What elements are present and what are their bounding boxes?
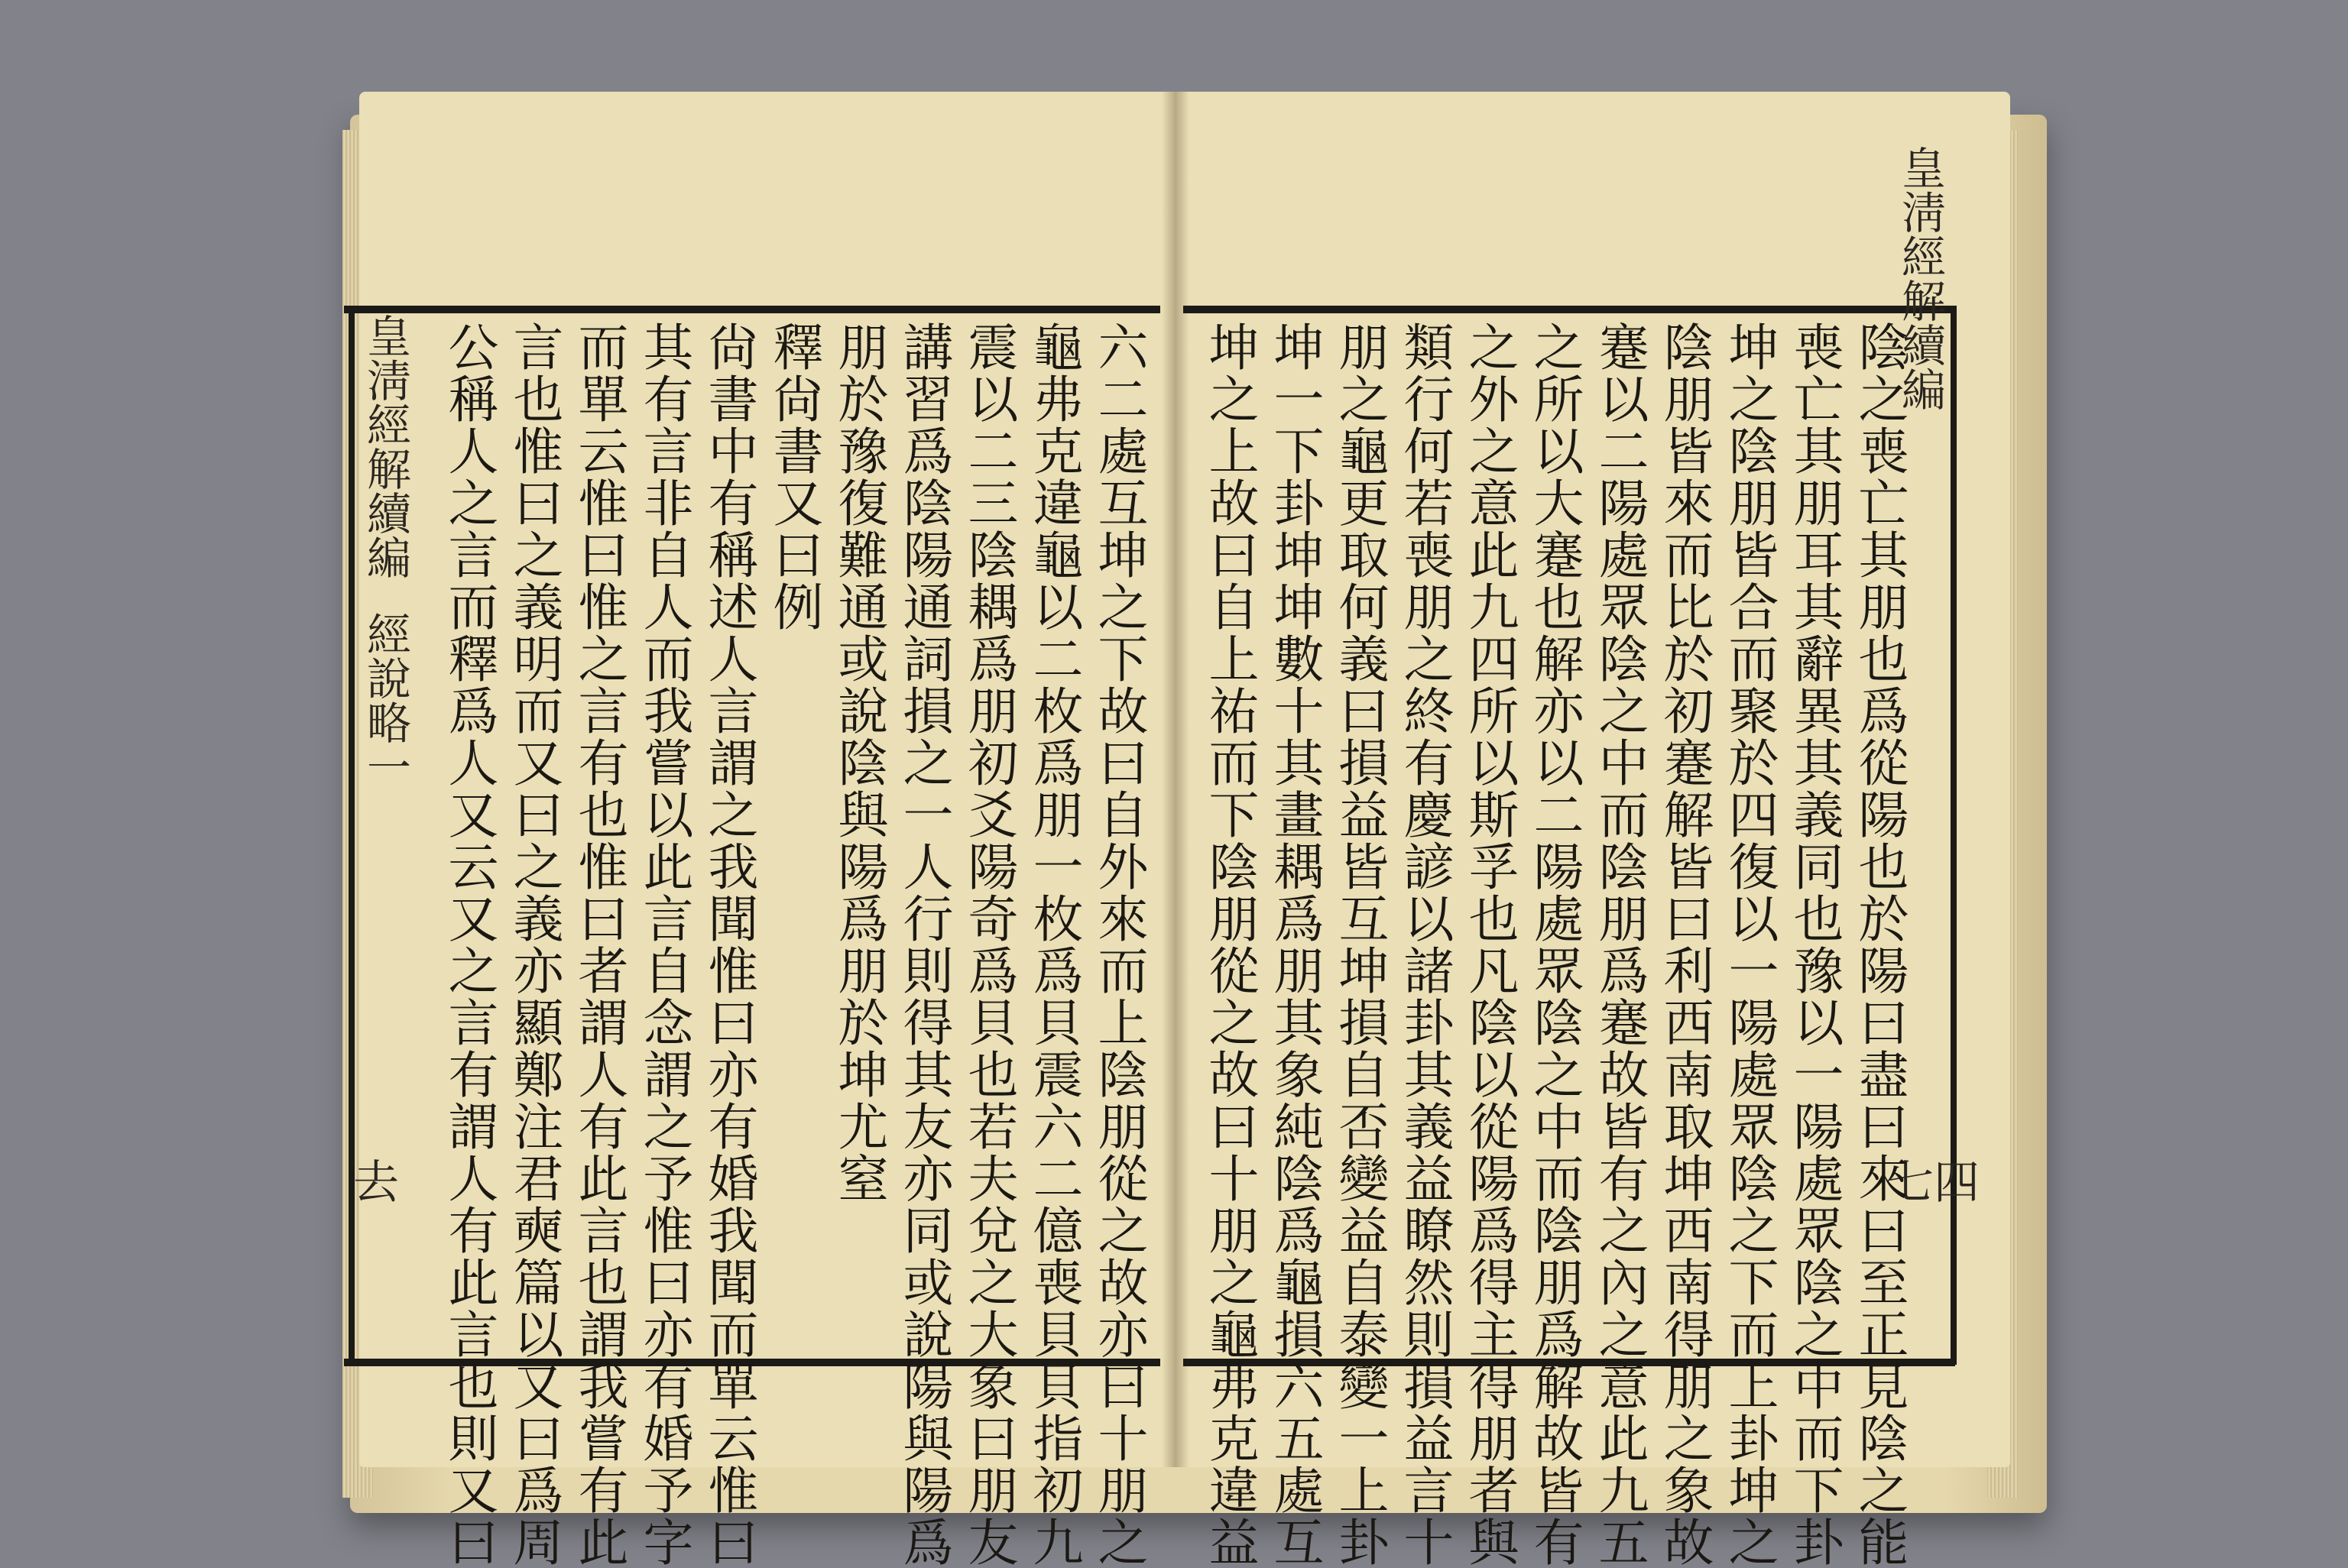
right-page-column: 坤之陰朋皆合而聚於四復以一陽處眾陰之下而上卦坤之 bbox=[1720, 321, 1779, 1568]
right-page-column: 陰之喪亡其朋也爲從陽也於陽曰盡曰來曰至正見陰之能 bbox=[1850, 321, 1909, 1568]
left-page-column: 震以二三陰耦爲朋初爻陽奇爲貝也若夫兌之大象曰朋友 bbox=[959, 321, 1018, 1568]
left-page-column: 釋尙書又曰例 bbox=[764, 321, 823, 633]
right-page-column: 陰朋皆來而比於初蹇解皆曰利西南取坤西南得朋之象故 bbox=[1655, 321, 1714, 1568]
right-page-column: 類行何若喪朋之終有慶諺以諸卦其義益瞭然則損益言十 bbox=[1395, 321, 1454, 1568]
left-page-column: 公稱人之言而釋爲人又云又之言有謂人有此言也則又曰 bbox=[439, 321, 498, 1568]
left-page-column: 尙書中有稱述人言謂之我聞惟曰亦有婚我聞而單云惟曰 bbox=[699, 321, 758, 1568]
left-page-column: 龜弗克違龜以二枚爲朋一枚爲貝震六二億喪貝貝指初九 bbox=[1024, 321, 1083, 1568]
left-folio: 去 bbox=[353, 1156, 399, 1210]
right-page-column: 之所以大蹇也解亦以二陽處眾陰之中而陰朋爲解故皆有 bbox=[1525, 321, 1584, 1568]
right-page-column: 之外之意此九四所以斯孚也凡陰以從陽爲得主得朋者與 bbox=[1460, 321, 1519, 1568]
left-page-column: 六二處互坤之下故曰自外來而上陰朋從之故亦曰十朋之 bbox=[1089, 321, 1148, 1568]
left-page-column: 講習爲陰陽通詞損之一人行則得其友亦同或說陽與陽爲 bbox=[894, 321, 953, 1568]
right-page-column: 喪亡其朋耳其辭異其義同也豫以一陽處眾陰之中而下卦 bbox=[1785, 321, 1844, 1568]
right-page-column: 朋之龜更取何義曰損益皆互坤損自否變益自泰變一上卦 bbox=[1330, 321, 1389, 1568]
left-page-column: 朋於豫復難通或說陰與陽爲朋於坤尤窒 bbox=[829, 321, 888, 1204]
right-top-border bbox=[1183, 306, 1955, 313]
left-top-border bbox=[344, 306, 1160, 313]
right-page-column: 坤一下卦坤坤數十其畫耦爲朋其象純陰爲龜損六五處互 bbox=[1265, 321, 1324, 1568]
left-page-column: 言也惟曰之義明而又曰之義亦顯鄭注君奭篇以又曰爲周 bbox=[504, 321, 563, 1568]
right-page-column: 坤之上故曰自上祐而下陰朋從之故曰十朋之龜弗克違益 bbox=[1200, 321, 1259, 1568]
right-margin-title: 皇淸經解續編 bbox=[1894, 145, 1946, 411]
right-folio: 七四 bbox=[1888, 1156, 1980, 1210]
left-page-column: 其有言非自人而我嘗以此言自念謂之予惟曰亦有婚予字 bbox=[634, 321, 693, 1568]
left-page-column: 而單云惟曰惟之言有也惟曰者謂人有此言也謂我嘗有此 bbox=[569, 321, 628, 1568]
right-page-column: 蹇以二陽處眾陰之中而陰朋爲蹇故皆有之內之意此九五 bbox=[1590, 321, 1649, 1568]
left-margin-title: 皇淸經解續編 bbox=[359, 313, 411, 579]
book-spine bbox=[1162, 92, 1189, 1467]
left-margin-subtitle: 經說略一 bbox=[359, 611, 411, 789]
